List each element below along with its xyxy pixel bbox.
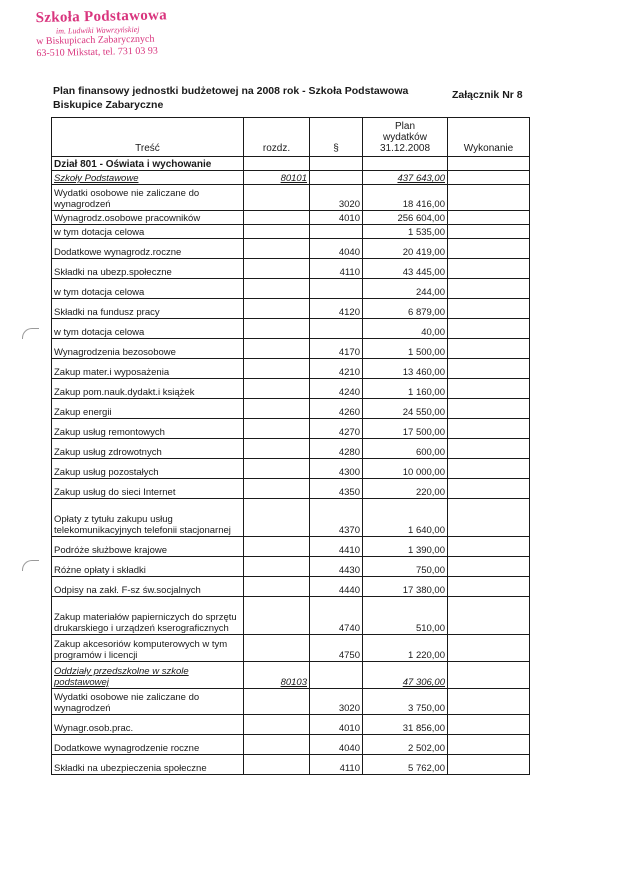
table-row <box>52 157 530 171</box>
cell-plan: 18 416,00 <box>363 185 448 211</box>
cell-tresc: Szkoły Podstawowe <box>52 171 244 185</box>
cell-wykonanie <box>448 379 530 399</box>
cell-tresc: Wynagr.osob.prac. <box>52 715 244 735</box>
cell-wykonanie <box>448 557 530 577</box>
cell-wykonanie <box>448 755 530 775</box>
cell-plan: 1 535,00 <box>363 225 448 239</box>
cell-wykonanie <box>448 279 530 299</box>
header-tresc: Treść <box>52 118 244 157</box>
cell-wykonanie <box>448 419 530 439</box>
cell-wykonanie <box>448 171 530 185</box>
cell-rozdz <box>244 379 310 399</box>
cell-rozdz <box>244 239 310 259</box>
table-row <box>52 537 530 557</box>
table-row <box>52 359 530 379</box>
stamp-line-4: 63-510 Mikstat, tel. 731 03 93 <box>36 45 158 60</box>
header-wykonanie: Wykonanie <box>448 118 530 157</box>
attachment-number: Załącznik Nr 8 <box>452 89 523 101</box>
cell-rozdz <box>244 459 310 479</box>
cell-paragraf: 4440 <box>310 577 363 597</box>
cell-plan: 6 879,00 <box>363 299 448 319</box>
title-line-2: Biskupice Zabaryczne <box>53 99 164 111</box>
cell-rozdz <box>244 577 310 597</box>
cell-plan: 510,00 <box>363 597 448 635</box>
cell-rozdz <box>244 479 310 499</box>
table-row <box>52 319 530 339</box>
cell-rozdz <box>244 211 310 225</box>
cell-rozdz <box>244 419 310 439</box>
cell-wykonanie <box>448 635 530 662</box>
cell-wykonanie <box>448 211 530 225</box>
cell-paragraf: 4410 <box>310 537 363 557</box>
cell-tresc: Zakup akcesoriów komputerowych w tym programów i licencji <box>52 635 244 662</box>
cell-rozdz <box>244 279 310 299</box>
table-row <box>52 459 530 479</box>
table-row <box>52 419 530 439</box>
table-row <box>52 279 530 299</box>
cell-plan: 13 460,00 <box>363 359 448 379</box>
header-plan-line-3: 31.12.2008 <box>379 143 431 154</box>
cell-wykonanie <box>448 662 530 689</box>
cell-rozdz <box>244 635 310 662</box>
cell-wykonanie <box>448 185 530 211</box>
cell-paragraf: 4260 <box>310 399 363 419</box>
cell-plan: 1 160,00 <box>363 379 448 399</box>
margin-mark <box>22 560 39 571</box>
table-row <box>52 211 530 225</box>
table-row <box>52 557 530 577</box>
cell-rozdz <box>244 399 310 419</box>
cell-wykonanie <box>448 359 530 379</box>
cell-rozdz <box>244 557 310 577</box>
cell-plan: 244,00 <box>363 279 448 299</box>
cell-tresc: w tym dotacja celowa <box>52 279 244 299</box>
cell-plan: 43 445,00 <box>363 259 448 279</box>
cell-tresc: Składki na ubezp.społeczne <box>52 259 244 279</box>
cell-wykonanie <box>448 537 530 557</box>
cell-tresc: Oddziały przedszkolne w szkole podstawowej <box>52 662 244 689</box>
cell-rozdz <box>244 259 310 279</box>
cell-paragraf <box>310 319 363 339</box>
cell-paragraf: 4280 <box>310 439 363 459</box>
cell-wykonanie <box>448 735 530 755</box>
cell-rozdz <box>244 735 310 755</box>
cell-tresc: w tym dotacja celowa <box>52 225 244 239</box>
cell-rozdz <box>244 537 310 557</box>
table-row <box>52 225 530 239</box>
cell-rozdz <box>244 339 310 359</box>
header-paragraf: § <box>310 118 363 157</box>
cell-paragraf: 4120 <box>310 299 363 319</box>
margin-mark <box>22 328 39 339</box>
table-row <box>52 735 530 755</box>
cell-tresc: Zakup usług zdrowotnych <box>52 439 244 459</box>
cell-plan: 1 220,00 <box>363 635 448 662</box>
cell-rozdz <box>244 499 310 537</box>
title-line-1: Plan finansowy jednostki budżetowej na 2008 rok - Szkoła Podstawowa <box>53 85 409 97</box>
cell-paragraf: 4430 <box>310 557 363 577</box>
cell-plan: 220,00 <box>363 479 448 499</box>
cell-wykonanie <box>448 339 530 359</box>
table-row <box>52 689 530 715</box>
cell-wykonanie <box>448 259 530 279</box>
cell-paragraf: 3020 <box>310 689 363 715</box>
cell-rozdz <box>244 319 310 339</box>
stamp-line-3: w Biskupicach Zabarycznych <box>36 34 155 48</box>
cell-paragraf: 4040 <box>310 735 363 755</box>
cell-paragraf: 4750 <box>310 635 363 662</box>
header-plan <box>363 118 448 157</box>
cell-rozdz <box>244 157 310 171</box>
cell-paragraf <box>310 171 363 185</box>
cell-plan: 17 500,00 <box>363 419 448 439</box>
cell-wykonanie <box>448 319 530 339</box>
cell-wykonanie <box>448 157 530 171</box>
cell-tresc: Opłaty z tytułu zakupu usług telekomunikacyjnych telefonii stacjonarnej <box>52 499 244 537</box>
cell-wykonanie <box>448 479 530 499</box>
table-row <box>52 635 530 662</box>
cell-paragraf: 4350 <box>310 479 363 499</box>
cell-rozdz <box>244 185 310 211</box>
cell-rozdz: 80101 <box>244 171 310 185</box>
cell-wykonanie <box>448 577 530 597</box>
cell-tresc: Zakup energii <box>52 399 244 419</box>
cell-paragraf: 4370 <box>310 499 363 537</box>
table-row <box>52 479 530 499</box>
table-row <box>52 439 530 459</box>
cell-plan: 5 762,00 <box>363 755 448 775</box>
cell-tresc: Wydatki osobowe nie zaliczane do wynagrodzeń <box>52 185 244 211</box>
cell-tresc: w tym dotacja celowa <box>52 319 244 339</box>
table-row <box>52 577 530 597</box>
cell-plan: 2 502,00 <box>363 735 448 755</box>
table-row <box>52 715 530 735</box>
cell-plan: 20 419,00 <box>363 239 448 259</box>
header-plan-line-2: wydatków <box>383 132 427 143</box>
cell-wykonanie <box>448 715 530 735</box>
cell-plan: 1 500,00 <box>363 339 448 359</box>
cell-wykonanie <box>448 597 530 635</box>
cell-paragraf: 4010 <box>310 211 363 225</box>
cell-rozdz <box>244 755 310 775</box>
cell-wykonanie <box>448 299 530 319</box>
cell-tresc: Składki na fundusz pracy <box>52 299 244 319</box>
stamp-line-2: im. Ludwiki Wawrzyńskiej <box>55 25 140 36</box>
table-row <box>52 755 530 775</box>
cell-tresc: Dodatkowe wynagrodzenie roczne <box>52 735 244 755</box>
cell-plan: 40,00 <box>363 319 448 339</box>
cell-plan: 1 390,00 <box>363 537 448 557</box>
cell-tresc: Zakup mater.i wyposażenia <box>52 359 244 379</box>
cell-wykonanie <box>448 499 530 537</box>
cell-tresc: Zakup usług do sieci Internet <box>52 479 244 499</box>
cell-plan: 256 604,00 <box>363 211 448 225</box>
cell-wykonanie <box>448 459 530 479</box>
table-row <box>52 259 530 279</box>
table-row <box>52 239 530 259</box>
cell-plan <box>363 157 448 171</box>
cell-paragraf: 4240 <box>310 379 363 399</box>
cell-rozdz: 80103 <box>244 662 310 689</box>
school-stamp <box>36 6 237 60</box>
cell-plan: 47 306,00 <box>363 662 448 689</box>
table-row <box>52 597 530 635</box>
header-plan-line-1: Plan <box>394 121 415 132</box>
cell-wykonanie <box>448 689 530 715</box>
cell-tresc: Wynagrodz.osobowe pracowników <box>52 211 244 225</box>
cell-paragraf: 4110 <box>310 259 363 279</box>
cell-tresc: Wydatki osobowe nie zaliczane do wynagrodzeń <box>52 689 244 715</box>
cell-tresc: Wynagrodzenia bezosobowe <box>52 339 244 359</box>
table-row <box>52 299 530 319</box>
cell-plan: 437 643,00 <box>363 171 448 185</box>
cell-tresc: Dodatkowe wynagrodz.roczne <box>52 239 244 259</box>
cell-paragraf: 4270 <box>310 419 363 439</box>
cell-rozdz <box>244 299 310 319</box>
cell-tresc: Zakup usług remontowych <box>52 419 244 439</box>
table-row <box>52 379 530 399</box>
cell-plan: 750,00 <box>363 557 448 577</box>
cell-plan: 1 640,00 <box>363 499 448 537</box>
cell-plan: 17 380,00 <box>363 577 448 597</box>
cell-paragraf: 4210 <box>310 359 363 379</box>
table-row <box>52 185 530 211</box>
cell-plan: 31 856,00 <box>363 715 448 735</box>
table-row <box>52 662 530 689</box>
cell-tresc: Zakup pom.nauk.dydakt.i książek <box>52 379 244 399</box>
cell-tresc: Zakup materiałów papierniczych do sprzętu drukarskiego i urządzeń kserograficznych <box>52 597 244 635</box>
cell-paragraf: 4040 <box>310 239 363 259</box>
stamp-line-1: Szkoła Podstawowa <box>35 7 168 27</box>
cell-rozdz <box>244 439 310 459</box>
cell-tresc: Zakup usług pozostałych <box>52 459 244 479</box>
cell-paragraf <box>310 157 363 171</box>
budget-table <box>51 117 530 775</box>
table-row <box>52 339 530 359</box>
cell-paragraf <box>310 279 363 299</box>
header-rozdz: rozdz. <box>244 118 310 157</box>
cell-paragraf: 4110 <box>310 755 363 775</box>
cell-rozdz <box>244 359 310 379</box>
cell-plan: 600,00 <box>363 439 448 459</box>
cell-paragraf <box>310 225 363 239</box>
cell-tresc: Różne opłaty i składki <box>52 557 244 577</box>
cell-plan: 3 750,00 <box>363 689 448 715</box>
cell-plan: 10 000,00 <box>363 459 448 479</box>
cell-paragraf <box>310 662 363 689</box>
cell-rozdz <box>244 689 310 715</box>
table-row <box>52 499 530 537</box>
cell-paragraf: 4010 <box>310 715 363 735</box>
table-row <box>52 171 530 185</box>
table-row <box>52 399 530 419</box>
cell-wykonanie <box>448 399 530 419</box>
cell-tresc: Podróże służbowe krajowe <box>52 537 244 557</box>
cell-paragraf: 3020 <box>310 185 363 211</box>
cell-tresc: Dział 801 - Oświata i wychowanie <box>52 157 244 171</box>
table-header-row <box>52 118 530 157</box>
cell-tresc: Odpisy na zakł. F-sz św.socjalnych <box>52 577 244 597</box>
cell-rozdz <box>244 715 310 735</box>
cell-paragraf: 4170 <box>310 339 363 359</box>
cell-wykonanie <box>448 239 530 259</box>
cell-paragraf: 4740 <box>310 597 363 635</box>
cell-rozdz <box>244 225 310 239</box>
cell-rozdz <box>244 597 310 635</box>
cell-paragraf: 4300 <box>310 459 363 479</box>
cell-tresc: Składki na ubezpieczenia społeczne <box>52 755 244 775</box>
cell-wykonanie <box>448 439 530 459</box>
cell-plan: 24 550,00 <box>363 399 448 419</box>
cell-wykonanie <box>448 225 530 239</box>
document-title <box>53 84 433 112</box>
